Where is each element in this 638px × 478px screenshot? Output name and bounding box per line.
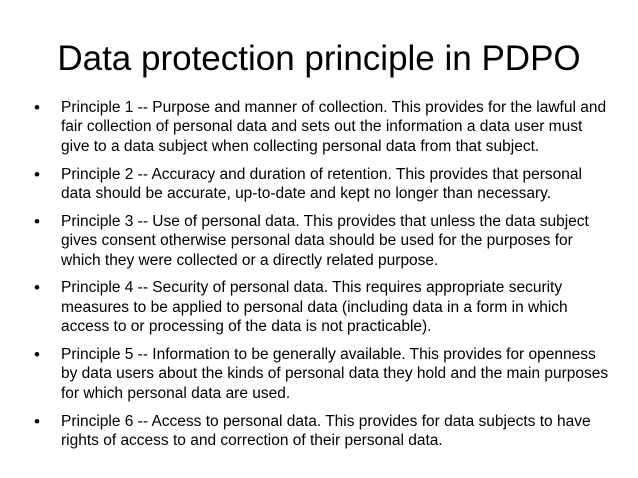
bullet-principle-5 [34,345,614,403]
bullet-text: Principle 2 -- Accuracy and duration of retention. This provides that personal data should be accurate, up-to-date and kept no longer than necessary. [61,165,582,203]
bullet-principle-2 [34,165,614,204]
slide-title: Data protection principle in PDPO [57,39,581,78]
bullet-text: Principle 6 -- Access to personal data. This provides for data subjects to have rights of access to and correction of their personal data. [61,412,591,450]
bullet-dot-icon: • [34,98,40,117]
bullet-dot-icon: • [34,164,40,184]
bullet-dot-icon: • [34,411,40,431]
bullet-text: Principle 5 -- Information to be generally available. This provides for openness by data users about the kinds of personal data they hold and the main purposes for which personal data are used. [61,346,609,402]
bullet-text: Principle 1 -- Purpose and manner of collection. This provides for the lawful and fair collection of personal data and sets out the information a data user must give to a data subject when collecting personal data from that subject. [61,99,607,155]
bullet-dot-icon: • [34,278,40,298]
bullet-principle-4 [34,278,614,336]
bullet-text: Principle 4 -- Security of personal data. This requires appropriate security measures to be applied to personal data (including data in a form in which access to or processing of the data is not practicable). [61,279,568,336]
bullet-dot-icon: • [34,345,40,365]
bullet-dot-icon: • [34,211,40,231]
bullet-principle-6 [34,412,614,451]
principles-list [34,98,614,459]
bullet-principle-3 [34,212,614,270]
bullet-principle-1 [34,98,614,156]
bullet-text: Principle 3 -- Use of personal data. This provides that unless the data subject gives consent otherwise personal data should be used for the purposes for which they were collected or a directly related purpose. [61,212,589,269]
